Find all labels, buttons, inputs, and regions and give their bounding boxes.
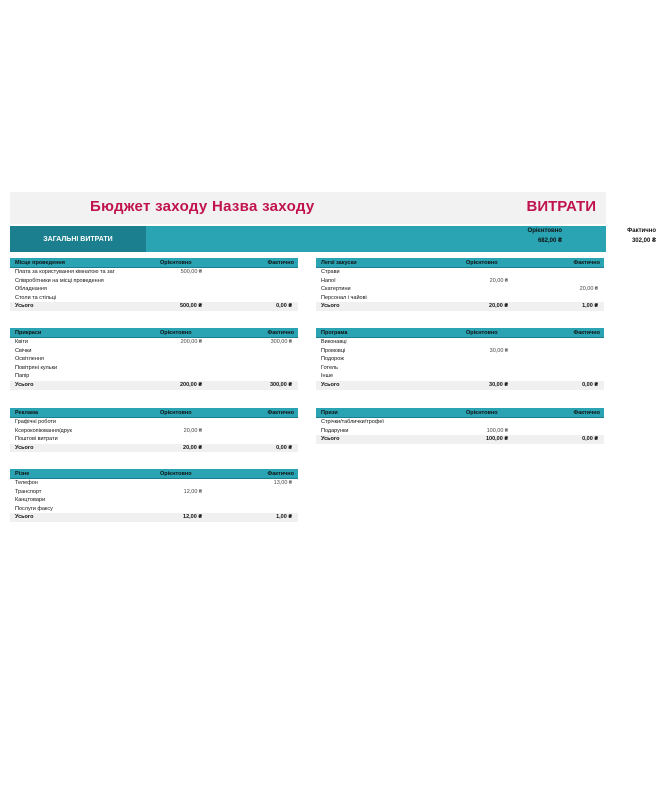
expense-row <box>10 285 298 294</box>
subtotal-label: Усього <box>15 381 34 388</box>
subtotal-label: Усього <box>15 514 34 521</box>
expense-label: Повітряні кульки <box>15 364 58 371</box>
total-estimated-value: 682,00 ₴ <box>537 238 562 244</box>
expense-actual: 20,00 ₴ <box>579 286 598 293</box>
expense-label: Телефон <box>15 480 38 486</box>
expense-label: Поштові витрати <box>15 436 58 443</box>
section-program <box>316 328 604 390</box>
subtotal-row <box>10 381 298 390</box>
expense-row <box>10 418 298 427</box>
subtotal-row <box>10 513 298 522</box>
title-bar <box>10 192 606 224</box>
page-title: Бюджет заходу Назва заходу <box>90 198 315 215</box>
expense-label: Напої <box>321 277 336 284</box>
expense-row <box>316 285 604 294</box>
expense-label: Канцтовари <box>15 497 46 504</box>
expense-label: Подарунки <box>321 427 349 434</box>
expense-label: Столи та стільці <box>15 294 57 301</box>
section-ads <box>10 408 298 452</box>
expense-estimated: 20,00 ₴ <box>489 277 508 284</box>
subtotal-estimated: 20,00 ₴ <box>489 303 508 310</box>
estimated-column-header: Орієнтовно <box>160 470 192 477</box>
expense-label: Інше <box>321 373 334 380</box>
section-header <box>316 328 604 338</box>
estimated-column-header: Орієнтовно <box>466 329 498 336</box>
subtotal-label: Усього <box>321 436 340 443</box>
expense-row <box>10 488 298 497</box>
expense-row <box>10 435 298 444</box>
subtotal-actual: 300,00 ₴ <box>269 381 292 388</box>
subtotal-row <box>316 435 604 444</box>
expenses-title: ВИТРАТИ <box>526 198 596 215</box>
subtotal-actual: 0,00 ₴ <box>582 436 598 443</box>
expense-estimated: 100,00 ₴ <box>486 427 508 434</box>
expense-row <box>316 355 604 364</box>
section-title: Програма <box>321 329 348 336</box>
expense-label: Плата за користування кімнатою та заг <box>15 269 115 275</box>
subtotal-actual: 0,00 ₴ <box>582 381 598 388</box>
expense-actual: 300,00 ₴ <box>270 339 292 345</box>
subtotal-actual: 0,00 ₴ <box>276 444 292 451</box>
subtotal-estimated: 100,00 ₴ <box>485 436 508 443</box>
expense-label: Папір <box>15 373 30 380</box>
section-header <box>10 408 298 418</box>
expense-row <box>10 496 298 505</box>
estimated-column-header: Орієнтовно <box>160 259 192 266</box>
expense-estimated: 30,00 ₴ <box>489 347 508 354</box>
expense-label: Персонал і чайові <box>321 294 367 301</box>
section-misc <box>10 469 298 522</box>
expense-row <box>10 364 298 373</box>
subtotal-actual: 1,00 ₴ <box>276 514 292 521</box>
expense-row <box>10 338 298 347</box>
expense-estimated: 500,00 ₴ <box>180 269 202 275</box>
expense-label: Готель <box>321 364 338 371</box>
expense-row <box>10 347 298 356</box>
subtotal-estimated: 500,00 ₴ <box>179 303 202 310</box>
subtotal-estimated: 30,00 ₴ <box>489 381 508 388</box>
subtotal-estimated: 12,00 ₴ <box>183 514 202 521</box>
subtotal-label: Усього <box>321 381 340 388</box>
expense-row <box>10 372 298 381</box>
estimated-column-header: Орієнтовно <box>160 409 192 416</box>
expense-label: Графічні роботи <box>15 419 56 425</box>
total-estimated <box>482 228 562 248</box>
subtotal-estimated: 20,00 ₴ <box>183 444 202 451</box>
actual-column-header: Фактично <box>573 329 600 336</box>
actual-column-header: Фактично <box>267 259 294 266</box>
section-decor <box>10 328 298 390</box>
expense-row <box>316 418 604 427</box>
expense-label: Страви <box>321 269 340 275</box>
expense-estimated: 20,00 ₴ <box>183 427 202 434</box>
expense-row <box>316 294 604 303</box>
section-title: Легкі закуски <box>321 259 357 266</box>
subtotal-row <box>10 444 298 453</box>
section-header <box>10 469 298 479</box>
expense-label: Співробітники на місці проведення <box>15 277 104 284</box>
section-header <box>10 258 298 268</box>
expense-row <box>10 505 298 514</box>
expense-label: Стрічки/таблички/трофеї <box>321 419 384 425</box>
expense-row <box>10 427 298 436</box>
actual-column-header: Фактично <box>573 409 600 416</box>
subtotal-label: Усього <box>15 303 34 310</box>
expense-row <box>316 268 604 277</box>
expense-row <box>10 268 298 277</box>
expense-label: Послуги факсу <box>15 505 53 512</box>
estimated-column-header: Орієнтовно <box>160 329 192 336</box>
section-title: Різне <box>15 470 30 477</box>
expense-label: Скатертини <box>321 286 351 293</box>
expense-row <box>316 338 604 347</box>
estimated-column-header: Орієнтовно <box>466 259 498 266</box>
total-expenses-bar <box>10 226 656 252</box>
expense-label: Свічки <box>15 347 32 354</box>
section-title: Призи <box>321 409 338 416</box>
subtotal-label: Усього <box>15 444 34 451</box>
estimated-column-header: Орієнтовно <box>466 409 498 416</box>
total-expenses-values <box>146 226 656 252</box>
section-snacks <box>316 258 604 311</box>
expense-label: Обладнання <box>15 286 47 293</box>
expense-label: Квіти <box>15 339 28 345</box>
expense-row <box>316 372 604 381</box>
subtotal-row <box>10 302 298 311</box>
total-expenses-label: ЗАГАЛЬНІ ВИТРАТИ <box>10 226 146 252</box>
actual-column-header: Фактично <box>267 329 294 336</box>
subtotal-row <box>316 381 604 390</box>
subtotal-actual: 0,00 ₴ <box>276 303 292 310</box>
expense-label: Транспорт <box>15 488 42 495</box>
expense-label: Освітлення <box>15 356 44 363</box>
expense-row <box>316 364 604 373</box>
expense-estimated: 12,00 ₴ <box>183 488 202 495</box>
expense-label: Ксерокопіювання/друк <box>15 427 72 434</box>
expense-label: Подорож <box>321 356 344 363</box>
budget-sheet <box>10 192 656 252</box>
expense-label: Промовці <box>321 347 346 354</box>
subtotal-estimated: 200,00 ₴ <box>179 381 202 388</box>
actual-column-header: Фактично <box>267 409 294 416</box>
section-title: Місце проведення <box>15 259 65 266</box>
subtotal-row <box>316 302 604 311</box>
section-header <box>316 258 604 268</box>
expense-row <box>316 347 604 356</box>
section-prizes <box>316 408 604 444</box>
total-actual-value: 302,00 ₴ <box>631 238 656 244</box>
actual-column-header: Фактично <box>267 470 294 477</box>
expense-actual: 13,00 ₴ <box>273 480 292 486</box>
subtotal-actual: 1,00 ₴ <box>582 303 598 310</box>
expense-row <box>316 427 604 436</box>
expense-row <box>10 277 298 286</box>
expense-estimated: 200,00 ₴ <box>180 339 202 345</box>
total-actual <box>576 228 656 248</box>
section-header <box>316 408 604 418</box>
total-actual-label: Фактично <box>627 228 656 234</box>
section-title: Реклама <box>15 409 39 416</box>
expense-row <box>10 479 298 488</box>
subtotal-label: Усього <box>321 303 340 310</box>
expense-row <box>316 277 604 286</box>
total-estimated-label: Орієнтовно <box>527 228 562 234</box>
expense-row <box>10 355 298 364</box>
section-title: Прикраси <box>15 329 42 336</box>
section-venue <box>10 258 298 311</box>
expense-label: Виконавці <box>321 339 347 345</box>
section-header <box>10 328 298 338</box>
expense-row <box>10 294 298 303</box>
actual-column-header: Фактично <box>573 259 600 266</box>
